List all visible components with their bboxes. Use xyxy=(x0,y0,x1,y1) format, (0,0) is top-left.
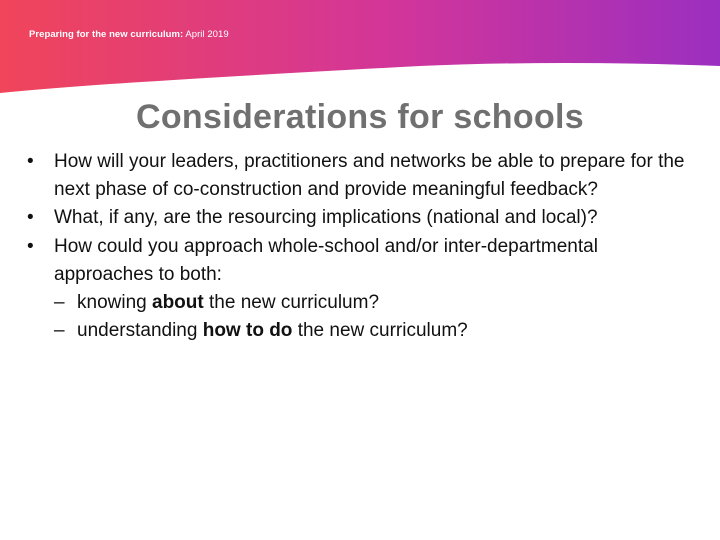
bullet-marker: • xyxy=(27,207,34,229)
bullet-marker: • xyxy=(27,235,34,257)
bullet-marker: • xyxy=(27,151,34,172)
bullet-item xyxy=(27,204,697,232)
bullet-text: How will your leaders, practitioners and networks be able to prepare for the next phase of co-construction and provide meaningful feedback? xyxy=(54,151,685,201)
banner-gradient-shape xyxy=(0,0,720,100)
sub-bullet-text-after: the new curriculum? xyxy=(209,292,380,314)
header-title-bold: Preparing for the new curriculum: xyxy=(29,29,184,40)
header-banner xyxy=(0,0,720,100)
bullet-text: How could you approach whole-school and/or inter-departmental approaches to both: xyxy=(54,235,598,285)
bullet-item xyxy=(27,148,697,204)
sub-bullet-item xyxy=(27,317,697,345)
sub-bullet-text-strong: about xyxy=(152,292,204,314)
slide-body xyxy=(27,148,697,345)
sub-bullet-marker: – xyxy=(54,320,65,342)
bullet-text: What, if any, are the resourcing implications (national and local)? xyxy=(54,207,598,229)
sub-bullet-item xyxy=(27,289,697,317)
sub-bullet-text-after: the new curriculum? xyxy=(297,320,468,342)
header-title-date: April 2019 xyxy=(185,29,229,40)
sub-bullet-text-before: understanding xyxy=(77,320,198,342)
slide-title: Considerations for schools xyxy=(136,98,584,136)
sub-bullet-text-strong: how to do xyxy=(202,320,293,342)
sub-bullet-text-before: knowing xyxy=(77,292,147,314)
bullet-item xyxy=(27,233,697,289)
header-title xyxy=(29,29,229,40)
sub-bullet-marker: – xyxy=(54,292,65,314)
